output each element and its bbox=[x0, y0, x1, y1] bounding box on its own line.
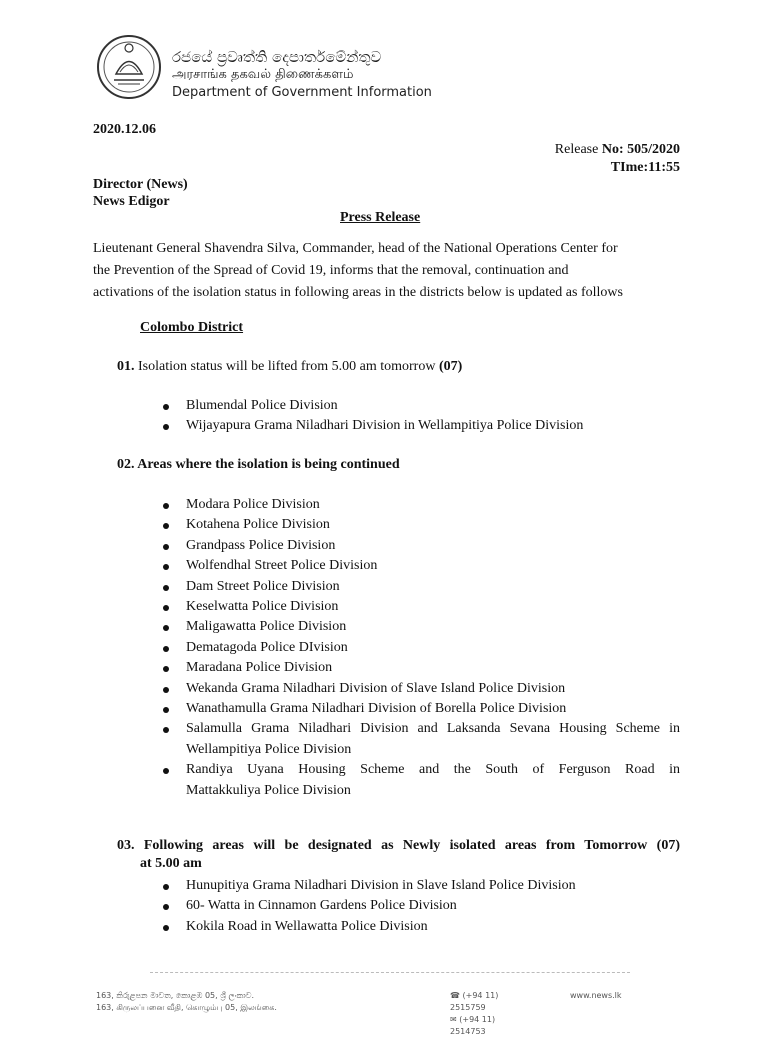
section-1-number: 01. bbox=[117, 359, 135, 374]
release-number-line bbox=[400, 142, 680, 158]
department-header bbox=[172, 48, 432, 102]
list-item bbox=[186, 719, 680, 760]
footer-address-sinhala: 163, කිරුළපන මාවත, කොළඹ 05, ශ්‍රී ලංකාව. bbox=[96, 991, 255, 1000]
list-item: Blumendal Police Division bbox=[186, 396, 666, 416]
footer-phone-1: ☎ (+94 11) 2515759 bbox=[450, 991, 499, 1012]
list-item: Wekanda Grama Niladhari Division of Slave Island Police Division bbox=[186, 679, 680, 699]
fax-icon: ✉ bbox=[450, 1015, 460, 1024]
list-item: Wanathamulla Grama Niladhari Division of Borella Police Division bbox=[186, 699, 680, 719]
list-item: 60- Watta in Cinnamon Gardens Police Division bbox=[186, 896, 666, 916]
list-item: Dam Street Police Division bbox=[186, 577, 680, 597]
list-item: Wolfendhal Street Police Division bbox=[186, 556, 680, 576]
intro-line-2: the Prevention of the Spread of Covid 19, informs that the removal, continuation and bbox=[93, 263, 569, 278]
footer-divider bbox=[150, 972, 630, 974]
section-3-heading-line-2: at 5.00 am bbox=[140, 856, 202, 871]
intro-line-3: activations of the isolation status in following areas in the districts below is updated as follows bbox=[93, 285, 623, 300]
release-time: TIme:11:55 bbox=[610, 160, 680, 175]
department-name-english: Department of Government Information bbox=[172, 85, 432, 100]
footer-address-tamil: 163, கிருலப்பனை வீதி, கொழும்பு 05, இலங்கை. bbox=[96, 1003, 277, 1012]
section-1-suffix: (07) bbox=[438, 359, 463, 374]
section-3-list bbox=[186, 876, 666, 937]
section-2-list bbox=[186, 495, 680, 801]
recipient-director: Director (News) bbox=[93, 177, 188, 192]
intro-line-1: Lieutenant General Shavendra Silva, Commander, head of the National Operations Center for bbox=[93, 241, 618, 256]
release-number: No: 505/2020 bbox=[601, 142, 680, 157]
section-2-heading: 02. Areas where the isolation is being continued bbox=[117, 457, 400, 472]
list-item-line: Mattakkuliya Police Division bbox=[186, 782, 351, 798]
list-item-line: Salamulla Grama Niladhari Division and Laksanda Sevana Housing Scheme in bbox=[186, 721, 680, 737]
release-date: 2020.12.06 bbox=[93, 122, 156, 137]
list-item-line: Randiya Uyana Housing Scheme and the South of Ferguson Road in bbox=[186, 762, 680, 778]
release-label: Release bbox=[554, 142, 602, 157]
list-item: Maligawatta Police Division bbox=[186, 617, 680, 637]
phone-icon: ☎ bbox=[450, 991, 463, 1000]
section-1-list bbox=[186, 396, 666, 437]
list-item bbox=[186, 760, 680, 801]
list-item: Maradana Police Division bbox=[186, 658, 680, 678]
section-1-text: Isolation status will be lifted from 5.00 am tomorrow bbox=[134, 359, 439, 374]
footer-phones bbox=[390, 990, 530, 1038]
list-item: Grandpass Police Division bbox=[186, 536, 680, 556]
list-item: Kokila Road in Wellawatta Police Division bbox=[186, 917, 666, 937]
intro-paragraph bbox=[93, 238, 679, 304]
recipient-news-editor: News Edigor bbox=[93, 194, 170, 209]
list-item: Modara Police Division bbox=[186, 495, 680, 515]
department-name-sinhala: රජයේ ප්‍රවෘත්ති දෙපාර්තමේන්තුව bbox=[172, 48, 382, 66]
section-3-heading-line-1: 03. Following areas will be designated as Newly isolated areas from Tomorrow (07) bbox=[117, 838, 680, 853]
government-emblem-logo bbox=[96, 34, 162, 100]
document-title: Press Release bbox=[340, 210, 421, 225]
list-item: Kotahena Police Division bbox=[186, 515, 680, 535]
section-1-heading bbox=[117, 359, 462, 375]
list-item-line: Wellampitiya Police Division bbox=[186, 741, 352, 757]
list-item: Keselwatta Police Division bbox=[186, 597, 680, 617]
district-heading: Colombo District bbox=[140, 320, 244, 335]
list-item: Wijayapura Grama Niladhari Division in Wellampitiya Police Division bbox=[186, 416, 666, 436]
footer-address bbox=[96, 990, 356, 1014]
footer-phone-2: ✉ (+94 11) 2514753 bbox=[450, 1015, 496, 1036]
list-item: Hunupitiya Grama Niladhari Division in Slave Island Police Division bbox=[186, 876, 666, 896]
department-name-tamil: அரசாங்க தகவல் திணைக்களம் bbox=[172, 67, 354, 82]
footer-website: www.news.lk bbox=[570, 991, 622, 1000]
list-item: Dematagoda Police DIvision bbox=[186, 638, 680, 658]
